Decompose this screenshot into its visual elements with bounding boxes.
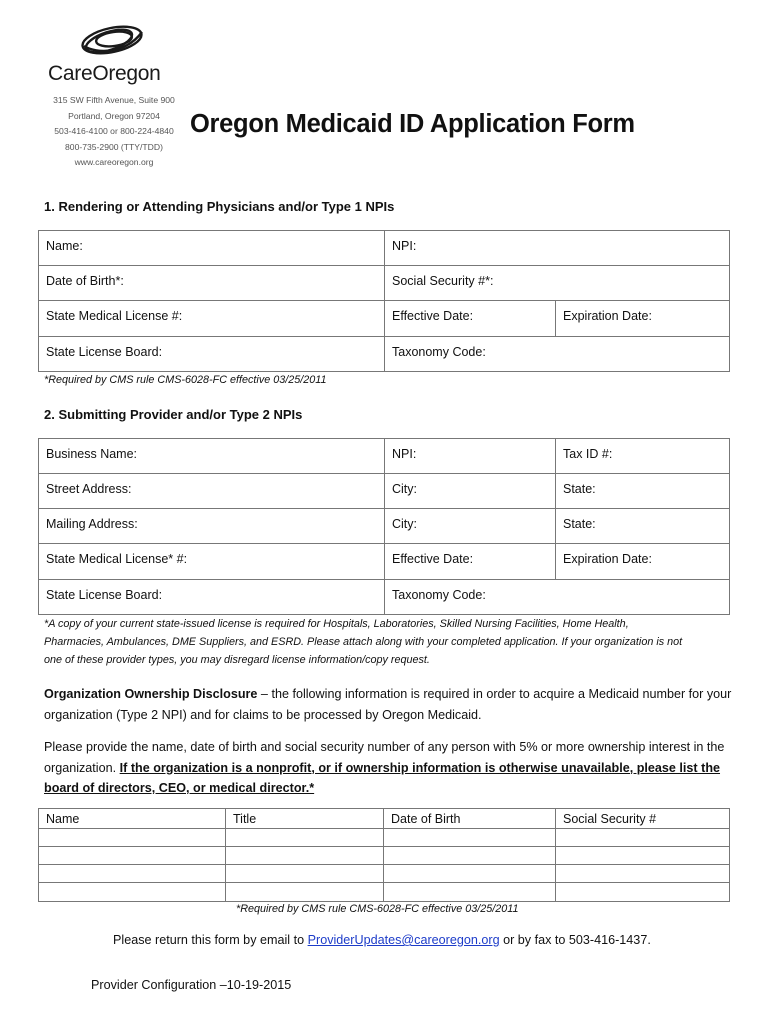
tax-id-field[interactable]: Tax ID #: <box>556 439 730 474</box>
expiration-date-field[interactable]: Expiration Date: <box>556 544 730 580</box>
license-copy-note <box>44 615 734 669</box>
careoregon-swirl-icon <box>76 20 148 60</box>
address-line: 503-416-4100 or 800-224-4840 <box>54 126 174 137</box>
license-note-line: one of these provider types, you may disregard license information/copy request. <box>44 654 430 666</box>
business-name-field[interactable]: Business Name: <box>39 439 385 474</box>
license-note-line: *A copy of your current state-issued license is required for Hospitals, Laboratories, Skilled Nursing Facilities, Home Health, <box>44 618 629 630</box>
owner-dob-cell[interactable] <box>384 829 556 847</box>
owner-name-cell[interactable] <box>39 829 226 847</box>
ownership-intro <box>44 684 734 725</box>
city-field[interactable]: City: <box>385 474 556 509</box>
column-header-title: Title <box>226 809 384 829</box>
state-license-board-field[interactable]: State License Board: <box>39 337 385 372</box>
date-of-birth-field[interactable]: Date of Birth*: <box>39 266 385 301</box>
email-link[interactable]: ProviderUpdates@careoregon.org <box>307 933 500 947</box>
state-field[interactable]: State: <box>556 509 730 544</box>
city-field[interactable]: City: <box>385 509 556 544</box>
street-address-field[interactable]: Street Address: <box>39 474 385 509</box>
state-license-board-field[interactable]: State License Board: <box>39 580 385 615</box>
table-row <box>39 847 730 865</box>
owner-dob-cell[interactable] <box>384 865 556 883</box>
ownership-instruction <box>44 737 734 799</box>
ownership-table <box>38 808 730 902</box>
license-note-line: Pharmacies, Ambulances, DME Suppliers, and ESRD. Please attach along with your completed application. If your organization is not <box>44 636 683 648</box>
column-header-ssn: Social Security # <box>556 809 730 829</box>
taxonomy-code-field[interactable]: Taxonomy Code: <box>385 580 730 615</box>
owner-title-cell[interactable] <box>226 847 384 865</box>
state-medical-license-field[interactable]: State Medical License* #: <box>39 544 385 580</box>
owner-dob-cell[interactable] <box>384 883 556 902</box>
contact-address <box>40 93 188 171</box>
table-row <box>39 883 730 902</box>
website-link[interactable]: www.careoregon.org <box>74 157 154 168</box>
expiration-date-field[interactable]: Expiration Date: <box>556 301 730 337</box>
brand-name: CareOregon <box>48 62 161 85</box>
section1-heading: 1. Rendering or Attending Physicians and/or Type 1 NPIs <box>44 199 395 214</box>
owner-name-cell[interactable] <box>39 865 226 883</box>
table-row <box>39 865 730 883</box>
return-instructions <box>113 933 651 947</box>
effective-date-field[interactable]: Effective Date: <box>385 301 556 337</box>
ssn-field[interactable]: Social Security #*: <box>385 266 730 301</box>
ownership-instruction-bold: If the organization is a nonprofit, or if ownership information is otherwise unavailable, please list the board of directors, CEO, or medical director.* <box>44 760 721 795</box>
state-medical-license-field[interactable]: State Medical License #: <box>39 301 385 337</box>
owner-title-cell[interactable] <box>226 865 384 883</box>
taxonomy-code-field[interactable]: Taxonomy Code: <box>385 337 730 372</box>
cms-note: *Required by CMS rule CMS-6028-FC effective 03/25/2011 <box>236 903 519 915</box>
address-line: 800-735-2900 (TTY/TDD) <box>65 141 163 152</box>
state-field[interactable]: State: <box>556 474 730 509</box>
return-prefix: Please return this form by email to <box>113 933 308 947</box>
section2-heading: 2. Submitting Provider and/or Type 2 NPIs <box>44 407 303 422</box>
owner-ssn-cell[interactable] <box>556 865 730 883</box>
ownership-intro-text: – the following information is required in order to acquire a Medicaid number for your organization (Type 2 NPI) and for claims to be processed by Oregon Medicaid. <box>44 687 732 722</box>
ownership-heading: Organization Ownership Disclosure <box>44 687 258 701</box>
table-row <box>39 829 730 847</box>
npi-field[interactable]: NPI: <box>385 231 730 266</box>
return-suffix: or by fax to 503-416-1437. <box>499 933 651 947</box>
address-line: Portland, Oregon 97204 <box>68 110 160 121</box>
section1-table <box>38 230 730 372</box>
name-field[interactable]: Name: <box>39 231 385 266</box>
column-header-date-of-birth: Date of Birth <box>384 809 556 829</box>
effective-date-field[interactable]: Effective Date: <box>385 544 556 580</box>
ownership-instruction-text: Please provide the name, date of birth and social security number of any person with 5% or more ownership interest in the organization. <box>44 740 725 775</box>
owner-ssn-cell[interactable] <box>556 847 730 865</box>
owner-title-cell[interactable] <box>226 829 384 847</box>
mailing-address-field[interactable]: Mailing Address: <box>39 509 385 544</box>
footer-version: Provider Configuration –10-19-2015 <box>91 978 292 992</box>
cms-note: *Required by CMS rule CMS-6028-FC effective 03/25/2011 <box>44 374 327 386</box>
owner-ssn-cell[interactable] <box>556 829 730 847</box>
owner-title-cell[interactable] <box>226 883 384 902</box>
owner-ssn-cell[interactable] <box>556 883 730 902</box>
owner-dob-cell[interactable] <box>384 847 556 865</box>
page-title: Oregon Medicaid ID Application Form <box>190 110 635 138</box>
column-header-name: Name <box>39 809 226 829</box>
address-line: 315 SW Fifth Avenue, Suite 900 <box>53 95 175 105</box>
section2-table <box>38 438 730 615</box>
owner-name-cell[interactable] <box>39 883 226 902</box>
careoregon-logo <box>48 20 178 86</box>
owner-name-cell[interactable] <box>39 847 226 865</box>
npi-field[interactable]: NPI: <box>385 439 556 474</box>
